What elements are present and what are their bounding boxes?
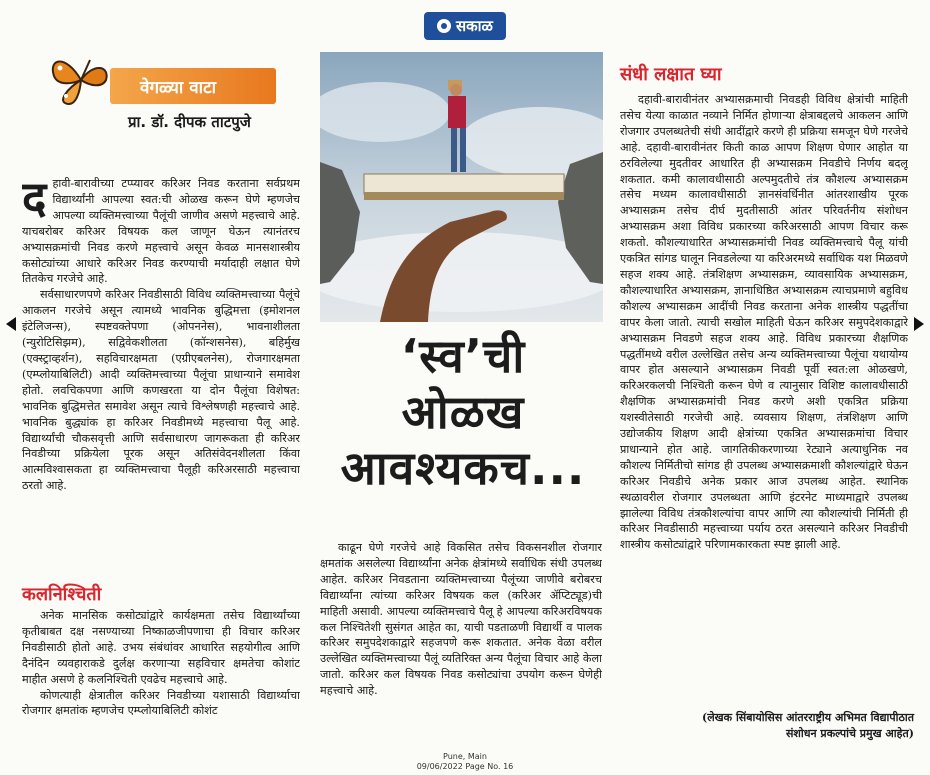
paragraph: काढून घेणे गरजेचे आहे विकसित तसेच विकसनशील रोजगार क्षमतांक असलेल्या विद्यार्थ्यांना अनेक क्षेत्रांमध्ये सर्वाधिक संधी उपलब्ध आहेत. करिअर निवडताना व्यक्तिमत्त्वाच्या पैलूंच्या जाणीवे बरोबरच विद्यार्थ्यांना त्यांच्या करिअर विषयक कल (करिअर ॲप्टिट्यूड)ची माहिती असावी. आपल्या व्यक्तिमत्त्वाचे पैलू हे आपल्या करिअरविषयक कल निश्चितेशी सुसंगत आहेत का, याची पडताळणी विद्यार्थी व पालक करिअर समुपदेशकाद्वारे सहजपणे करू शकतात. अनेक वेळा वरील उल्लेखित व्यक्तिमत्त्वाच्या पैलूं व्यतिरिक्त अन्य पैलूंचा विचार आहे केला जातो. करिअर कल विषयक निवड कसोट्यांचा उपयोग करून घेणेही महत्त्वाचे आहे. bbox=[320, 541, 602, 698]
section-heading-kalnishchiti: कलनिश्चिती bbox=[22, 584, 102, 605]
column-name: वेगळ्या वाटा bbox=[140, 77, 217, 98]
author-byline bbox=[614, 710, 914, 742]
date-page-label: 09/06/2022 Page No. 16 bbox=[416, 762, 514, 771]
headline bbox=[322, 328, 604, 496]
sandhi-text bbox=[620, 92, 908, 708]
intro-paragraph: दहावी-बारावीच्या टप्प्यावर करिअर निवड करताना सर्वप्रथम विद्यार्थ्यांनी आपल्या स्वत:ची ओळख करून घेणे म्हणजेच आपल्या व्यक्तिमत्त्वाच्या पैलूंची जाणीव असणे महत्त्वाचे आहे. याचबरोबर करिअर विषयक कल जाणून घेऊन त्यानंतरच अभ्यासक्रमांची निवड करणे महत्त्वाचे असून केवळ मानसशास्त्रीय कसोट्यांच्या आधारे करिअर निवड करण्याची मर्यादाही लक्षात घेणे तितकेच गरजेचे आहे. bbox=[22, 176, 300, 286]
byline-line-2: संशोधन प्रकल्पांचे प्रमुख आहेत) bbox=[785, 727, 914, 740]
headline-line-3: आवश्यकच... bbox=[340, 441, 586, 495]
author-name: प्रा. डॉ. दीपक ताटपुजे bbox=[128, 113, 251, 131]
drop-cap: द bbox=[22, 176, 47, 225]
byline-line-1: (लेखक सिंबायोसिस आंतरराष्ट्रीय अभिमत विद्यापीठात bbox=[702, 711, 914, 724]
sakal-logo-icon bbox=[437, 19, 451, 33]
arrow-left-icon[interactable] bbox=[6, 317, 16, 331]
paragraph: सर्वसाधारणपणे करिअर निवडीसाठी विविध व्यक्तिमत्त्वाच्या पैलूंचे आकलन गरजेचे असून त्यामध्ये भावनिक बुद्धिमत्ता (इमोशनल इंटेलिजन्स), स्पष्टवक्तेपणा (ओपननेस), भावनाशीलता (न्युरोटिसिझम), सद्विवेकशीलता (कॉन्शसनेस), बहिर्मुख (एक्स्ट्राव्हर्शन), सहविचारक्षमता (एग्रीएबलनेस), रोजगारक्षमता (एम्प्लोयाबिलिटी) आदी व्यक्तिमत्त्वाच्या पैलूंचा प्राधान्याने समावेश होतो. लवचिकपणा आणि कणखरता या दोन पैलूंचा विशेषत: भावनिक बुद्धिमत्तेत समावेश असून त्याचे विश्लेषणही महत्त्वाचे आहे. भावनिक बुद्ध्यांक हा करिअर निवडीमध्ये महत्त्वाचा पैलू आहे. विद्यार्थ्यांची चौकसवृत्ती आणि सर्वसाधारण जागरूकता ही करिअर निवडीच्या प्रक्रियेला पूरक असून अतिसंवेदनशीलता किंवा आत्मविश्वासकता हा व्यक्तिमत्त्वाचा पैलूही करिअरसाठी महत्त्वाचा ठरतो आहे. bbox=[22, 288, 300, 493]
headline-line-1: ‘स्व’ची bbox=[400, 329, 526, 383]
paragraph: कोणत्याही क्षेत्रातील करिअर निवडीच्या यशासाठी विद्यार्थ्याचा रोजगार क्षमतांक म्हणजेच एम्प्लोयाबिलिटी कोशंट bbox=[22, 688, 300, 718]
edition-label: Pune, Main bbox=[443, 752, 487, 761]
paragraph: अनेक मानसिक कसोट्यांद्वारे कार्यक्षमता तसेच विद्यार्थ्यांच्या कृतीबाबत दक्ष नसण्याच्या निष्काळजीपणाचा ही विचार करिअर निवडीसाठी होतो आहे. उभय संबंधांवर आधारित सहयोगीत्व आणि दैनंदिन व्यवहाराकडे दुर्लक्ष करणाऱ्या सहविचार क्षमतेचा कोशांट माहीत असणे हे कलनिश्चिती एवढेच महत्त्वाचे आहे. bbox=[22, 609, 300, 686]
brand-name: सकाळ bbox=[456, 17, 493, 35]
arrow-right-icon[interactable] bbox=[914, 317, 924, 331]
middle-column-text bbox=[320, 540, 602, 748]
column-name-tag bbox=[110, 68, 276, 104]
masthead-logo bbox=[424, 12, 506, 40]
article-photo bbox=[320, 52, 603, 322]
kalnishchiti-text bbox=[22, 608, 300, 748]
paragraph: दहावी-बारावीनंतर अभ्यासक्रमाची निवडही विविध क्षेत्रांची माहिती तसेच येत्या काळात नव्याने निर्मित होणाऱ्या क्षेत्राबद्दलचे आकलन आणि रोजगार उपलब्धतेची संधी आदींद्वारे करणे ही प्रक्रिया समजून घेणे गरजेचे आहे. दहावी-बारावीनंतर किती काळ आपण शिक्षण घेणार आहोत या ठरविलेल्या मुदतीवर आधारित ही अभ्यासक्रम निवडीचे निर्णय बदलू शकतात. कमी कालावधीसाठी अल्पमुदतीचे तंत्र कौशल्य अभ्यासक्रम तसेच मध्यम कालावधीसाठी ज्ञानसंवर्धिनीत आंतरशाखीय पूरक अभ्यासक्रम तसेच दीर्घ मुदतीसाठी आंतर परिवर्तनीय संशोधन अभ्यासक्रम अशा विविध प्रकारच्या करिअरसाठी आपण विचार करू शकतो. कौशल्याधारित अभ्यासक्रमांची निवड व्यक्तिमत्त्वाचे पैलू यांची एकत्रित सांगड घालून निवडलेल्या या करिअरमध्ये सर्वाधिक यश मिळवणे सहज शक्य आहे. तंत्रशिक्षण अभ्यासक्रम, व्यावसायिक अभ्यासक्रम, कौशल्याधारित अभ्यासक्रम, ज्ञानाधिष्ठित अभ्यासक्रम त्याचप्रमाणे बहुविध कौशल्य अभ्यासक्रम आदींची निवड करताना अनेक शास्त्रीय पद्धतींचा वापर केला जातो. त्याची सखोल माहिती घेऊन करिअर समुपदेशकाद्वारे अभ्यासक्रम निवडणे सहज शक्य आहे. विविध प्रकारच्या शैक्षणिक पद्धतींमध्ये वरील उल्लेखित तसेच अन्य व्यक्तिमत्त्वाच्या पैलूंचा यथायोग्य वापर होत असल्याने अभ्यासक्रम निवडी पूर्वी स्वत:ला ओळखणे, करिअरकलची निश्चिती करून घेणे व त्यानुसार विशिष्ट कालावधीसाठी शैक्षणिक अभ्यासक्रमांची निवड करणे अशी एकत्रित प्रक्रिया यशस्वीतेसाठी गरजेची आहे. व्यवसाय शिक्षण, तंत्रशिक्षण आणि उद्योजकीय शिक्षण आदी क्षेत्रांच्या एकत्रित अभ्यासक्रमांचा विचार प्राधान्याने होत आहे. जागतिकीकरणाच्या रेट्याने अत्याधुनिक नव कौशल्य निर्मितीचो सांगड ही उपलब्ध अभ्यासक्रमाशी कौशल्यांद्वारे घेऊन करिअर निवडीचे अनेक प्रकार आज उपलब्ध आहेत. स्थानिक स्थळावरील रोजगार उपलब्धता आणि इंटरनेट माध्यमाद्वारे उपलब्ध झालेल्या विविध तंत्रकौशल्यांचा वापर आणि त्या कौशल्यांची निर्मिती ही करिअर निवडीसाठी महत्त्वाच्या पर्याय ठरत असल्याने करिअर निवडीची शास्त्रीय कसोट्यांद्वारे परिणामकारकता स्पष्ट झाली आहे. bbox=[620, 93, 908, 552]
left-column-text bbox=[22, 176, 300, 568]
section-heading-sandhi: संधी लक्षात घ्या bbox=[620, 64, 722, 85]
butterfly-icon bbox=[46, 52, 116, 108]
page-footer bbox=[360, 752, 570, 772]
headline-line-2: ओळख bbox=[401, 385, 525, 439]
